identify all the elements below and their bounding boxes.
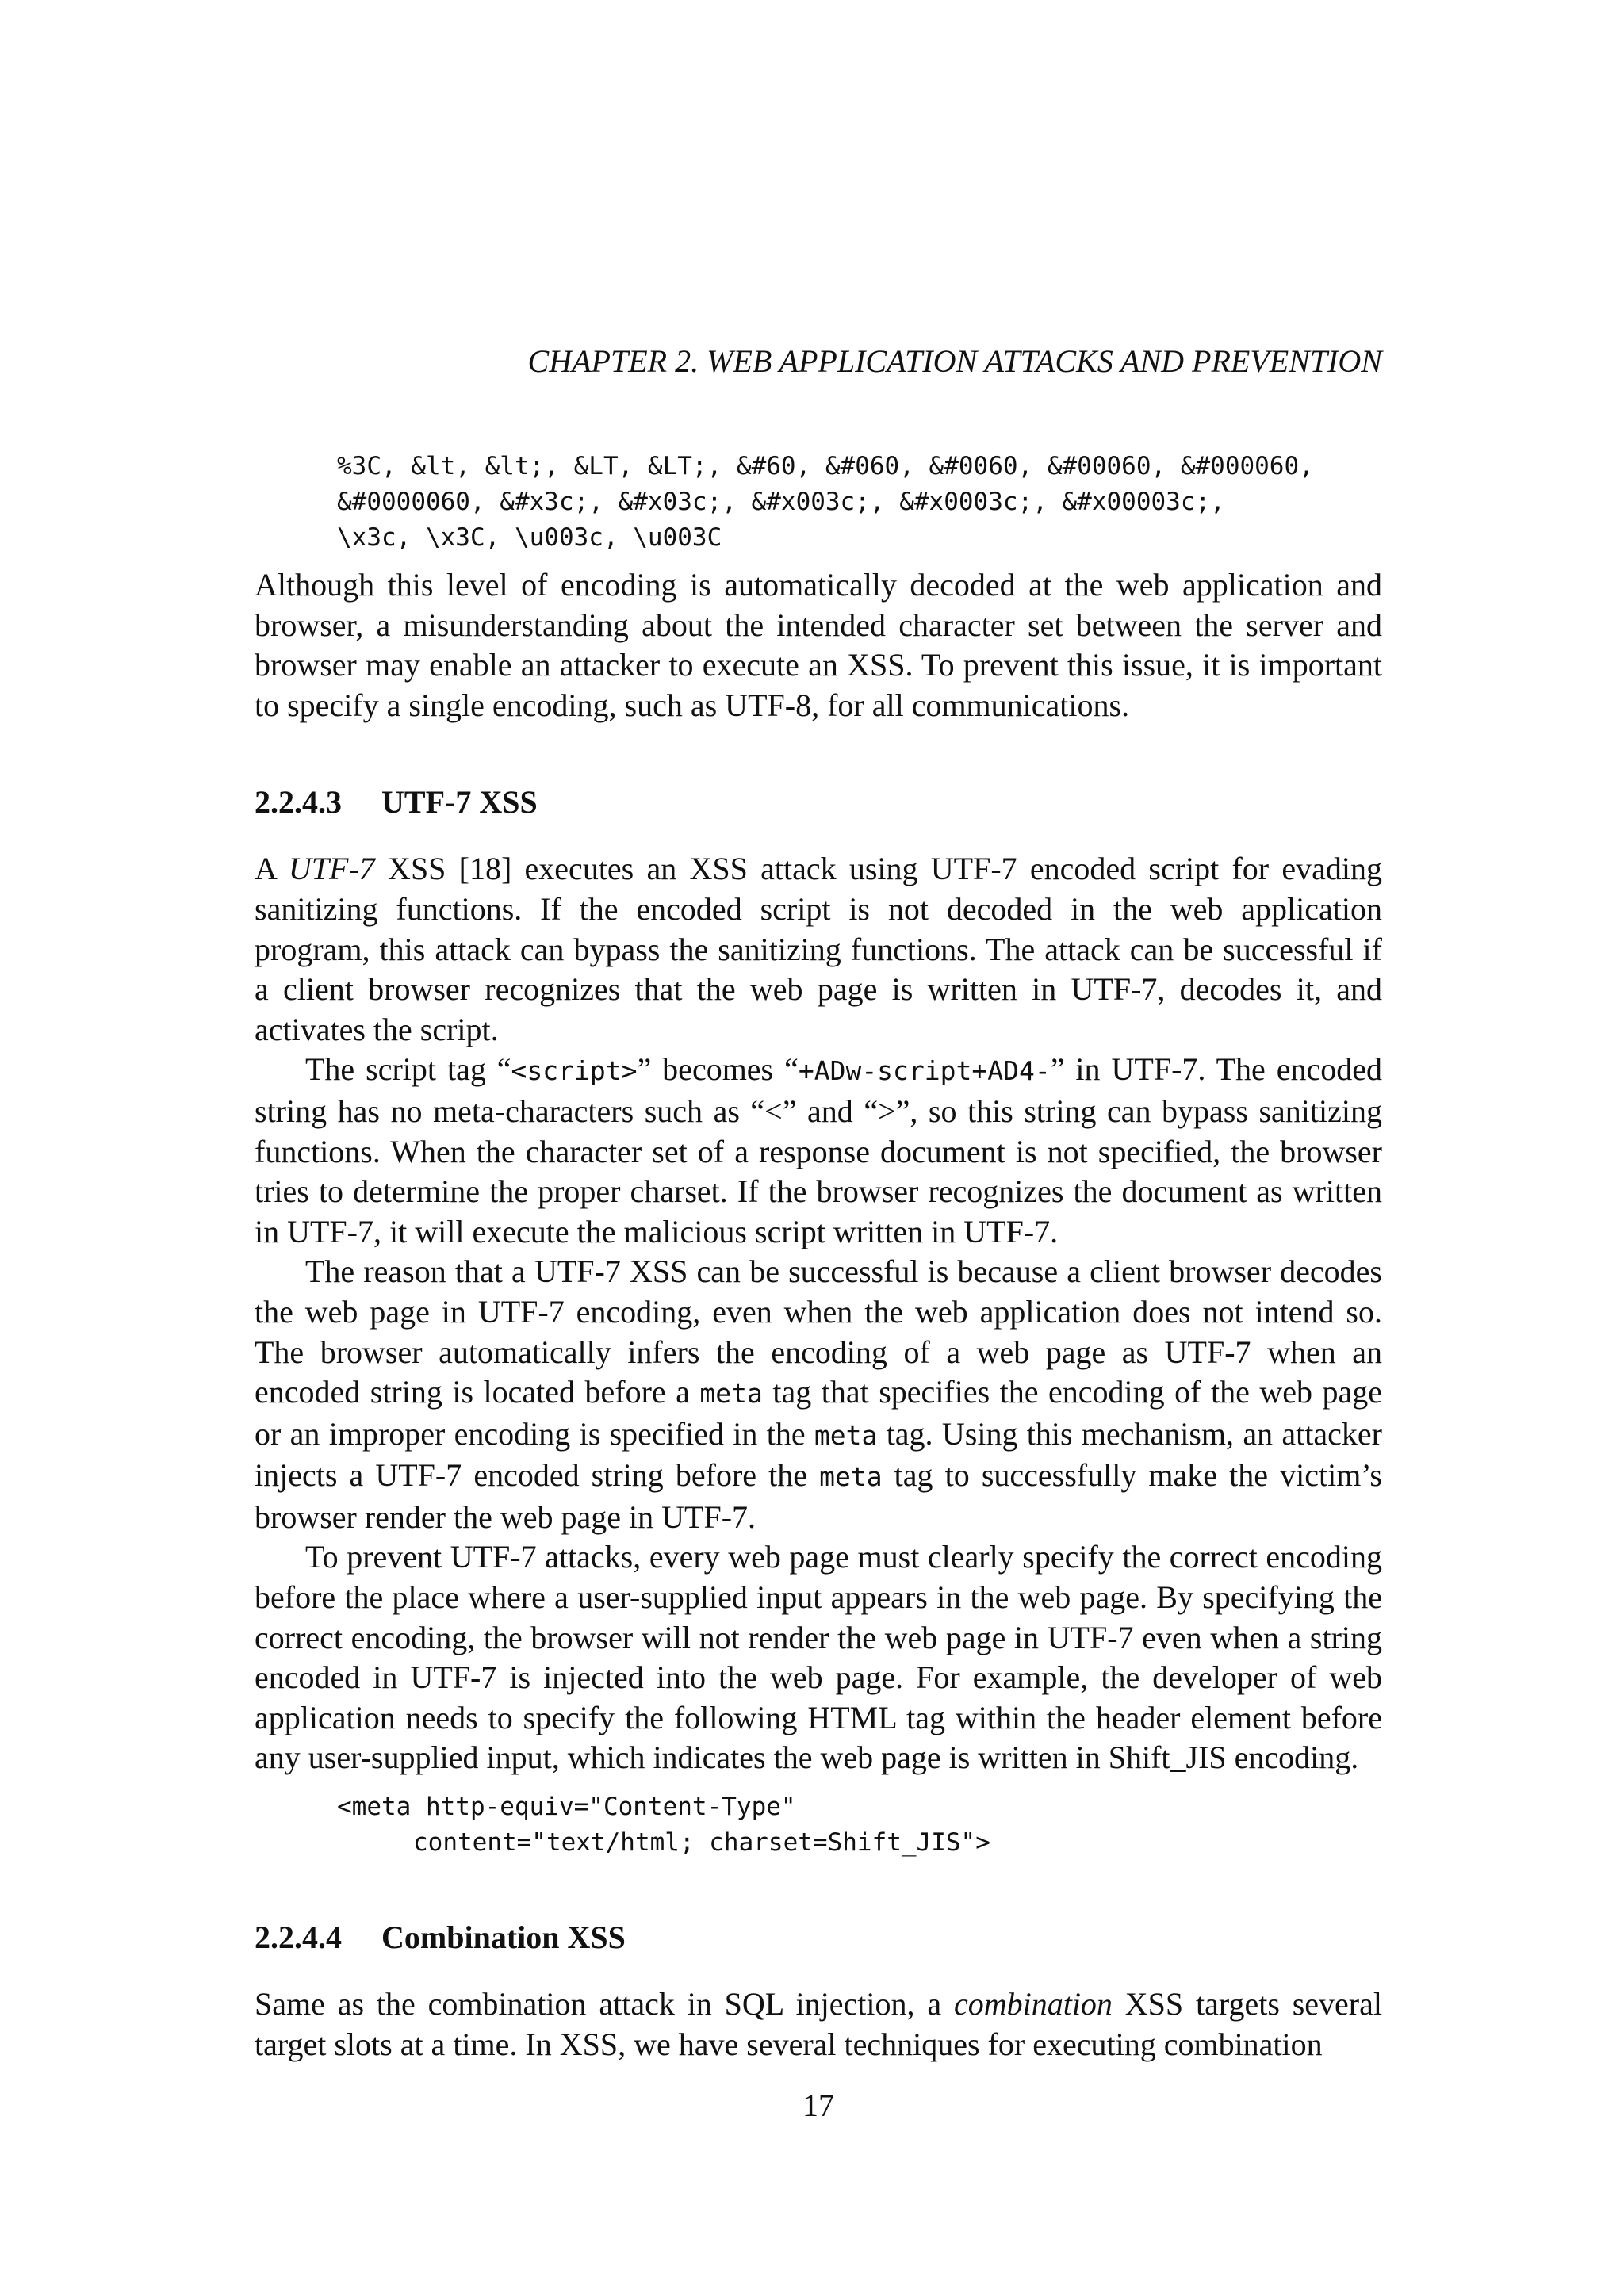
code-block-meta-tag: [337, 1789, 1382, 1861]
text-run: XSS targets several target slots at a time. In XSS, we have several techniques for executing combination: [255, 1986, 1382, 2062]
page-number: 17: [802, 2087, 834, 2123]
text-run: ” becomes “: [637, 1051, 799, 1088]
paragraph-combination-intro: [255, 1984, 1382, 2064]
inline-code-utf7-string: +ADw-script+AD4-: [798, 1055, 1051, 1087]
inline-code-meta: meta: [699, 1378, 763, 1410]
text-run: tag to successfully make the victim’s browser render the web page in UTF-7.: [255, 1457, 1382, 1535]
text-run: tag. Using this mechanism, an attacker injects a UTF-7 encoded string before the: [255, 1415, 1382, 1494]
paragraph-script-tag: [255, 1050, 1382, 1252]
inline-code-meta: meta: [819, 1461, 883, 1493]
text-run: Same as the combination attack in SQL injection, a: [255, 1986, 954, 2022]
inline-code-meta: meta: [814, 1419, 878, 1451]
emphasis-combination: combination: [953, 1986, 1113, 2022]
encoding-variants-list: [337, 449, 1382, 556]
running-header: CHAPTER 2. WEB APPLICATION ATTACKS AND PREVENTION: [527, 343, 1382, 379]
section-title: UTF-7 XSS: [381, 784, 538, 821]
code-line: content="text/html; charset=Shift_JIS">: [413, 1828, 990, 1858]
paragraph-utf7-prevention: To prevent UTF-7 attacks, every web page must clearly specify the correct encoding before the place where a user-supplied input appears in the web page. By specifying the correct encoding, the browser will not render the web page in UTF-7 even when a string encoded in UTF-7 is injected into the web page. For example, the developer of web application needs to specify the following HTML tag within the header element before any user-supplied input, which indicates the web page is written in Shift_JIS encoding.: [255, 1539, 1382, 1776]
paragraph-encoding-note: Although this level of encoding is automatically decoded at the web application and browser, a misunderstanding about the intended character set between the server and browser may enable an attacker to execute an XSS. To prevent this issue, it is important to specify a single encoding, such as UTF-8, for all communications.: [255, 567, 1382, 723]
text-run: The reason that a UTF-7 XSS can be successful is because a client browser decodes the web page in UTF-7 encoding, even when the web application does not intend so. The browser automatically infers the encoding of a web page as UTF-7 when an encoded string is located before a: [255, 1253, 1382, 1410]
text-run: A: [255, 851, 289, 887]
text-run: ” in UTF-7. The encoded string has no meta-characters such as “<” and “>”, so this string can bypass sanitizing functions. When the character set of a response document is not specified, the browser tries to determine the proper charset. If the browser recognizes the document as written in UTF-7, it will execute the malicious script written in UTF-7.: [255, 1051, 1383, 1249]
section-number: 2.2.4.4: [255, 1919, 342, 1956]
section-heading-utf7-xss: [255, 783, 1382, 822]
inline-code-script-tag: <script>: [511, 1055, 638, 1087]
body-text-column: [255, 449, 1382, 2064]
text-run: tag that specifies the encoding of the web page or an improper encoding is specified in the: [255, 1374, 1382, 1452]
text-run: XSS [18] executes an XSS attack using UTF-7 encoded script for evading sanitizing functions. If the encoded script is not decoded in the web application program, this attack can bypass the sanitizing functions. The attack can be successful if a client browser recognizes that the web page is written in UTF-7, decodes it, and activates the script.: [255, 851, 1382, 1047]
text-run: The script tag “: [305, 1051, 511, 1088]
section-number: 2.2.4.3: [255, 784, 342, 821]
encoding-list-line: \x3c, \x3C, \u003c, \u003C: [337, 523, 722, 552]
code-line: <meta http-equiv="Content-Type": [337, 1793, 796, 1822]
emphasis-utf7: UTF-7: [288, 851, 375, 887]
section-title: Combination XSS: [381, 1919, 626, 1956]
encoding-list-line: %3C, &lt, &lt;, &LT, &LT;, &#60, &#060, &#0060, &#00060, &#000060,: [337, 452, 1314, 480]
encoding-list-line: &#0000060, &#x3c;, &#x03c;, &#x003c;, &#x0003c;, &#x00003c;,: [337, 488, 1225, 516]
section-heading-combination-xss: [255, 1918, 1382, 1957]
paragraph-utf7-intro: [255, 849, 1382, 1050]
paragraph-utf7-reason: [255, 1252, 1382, 1537]
